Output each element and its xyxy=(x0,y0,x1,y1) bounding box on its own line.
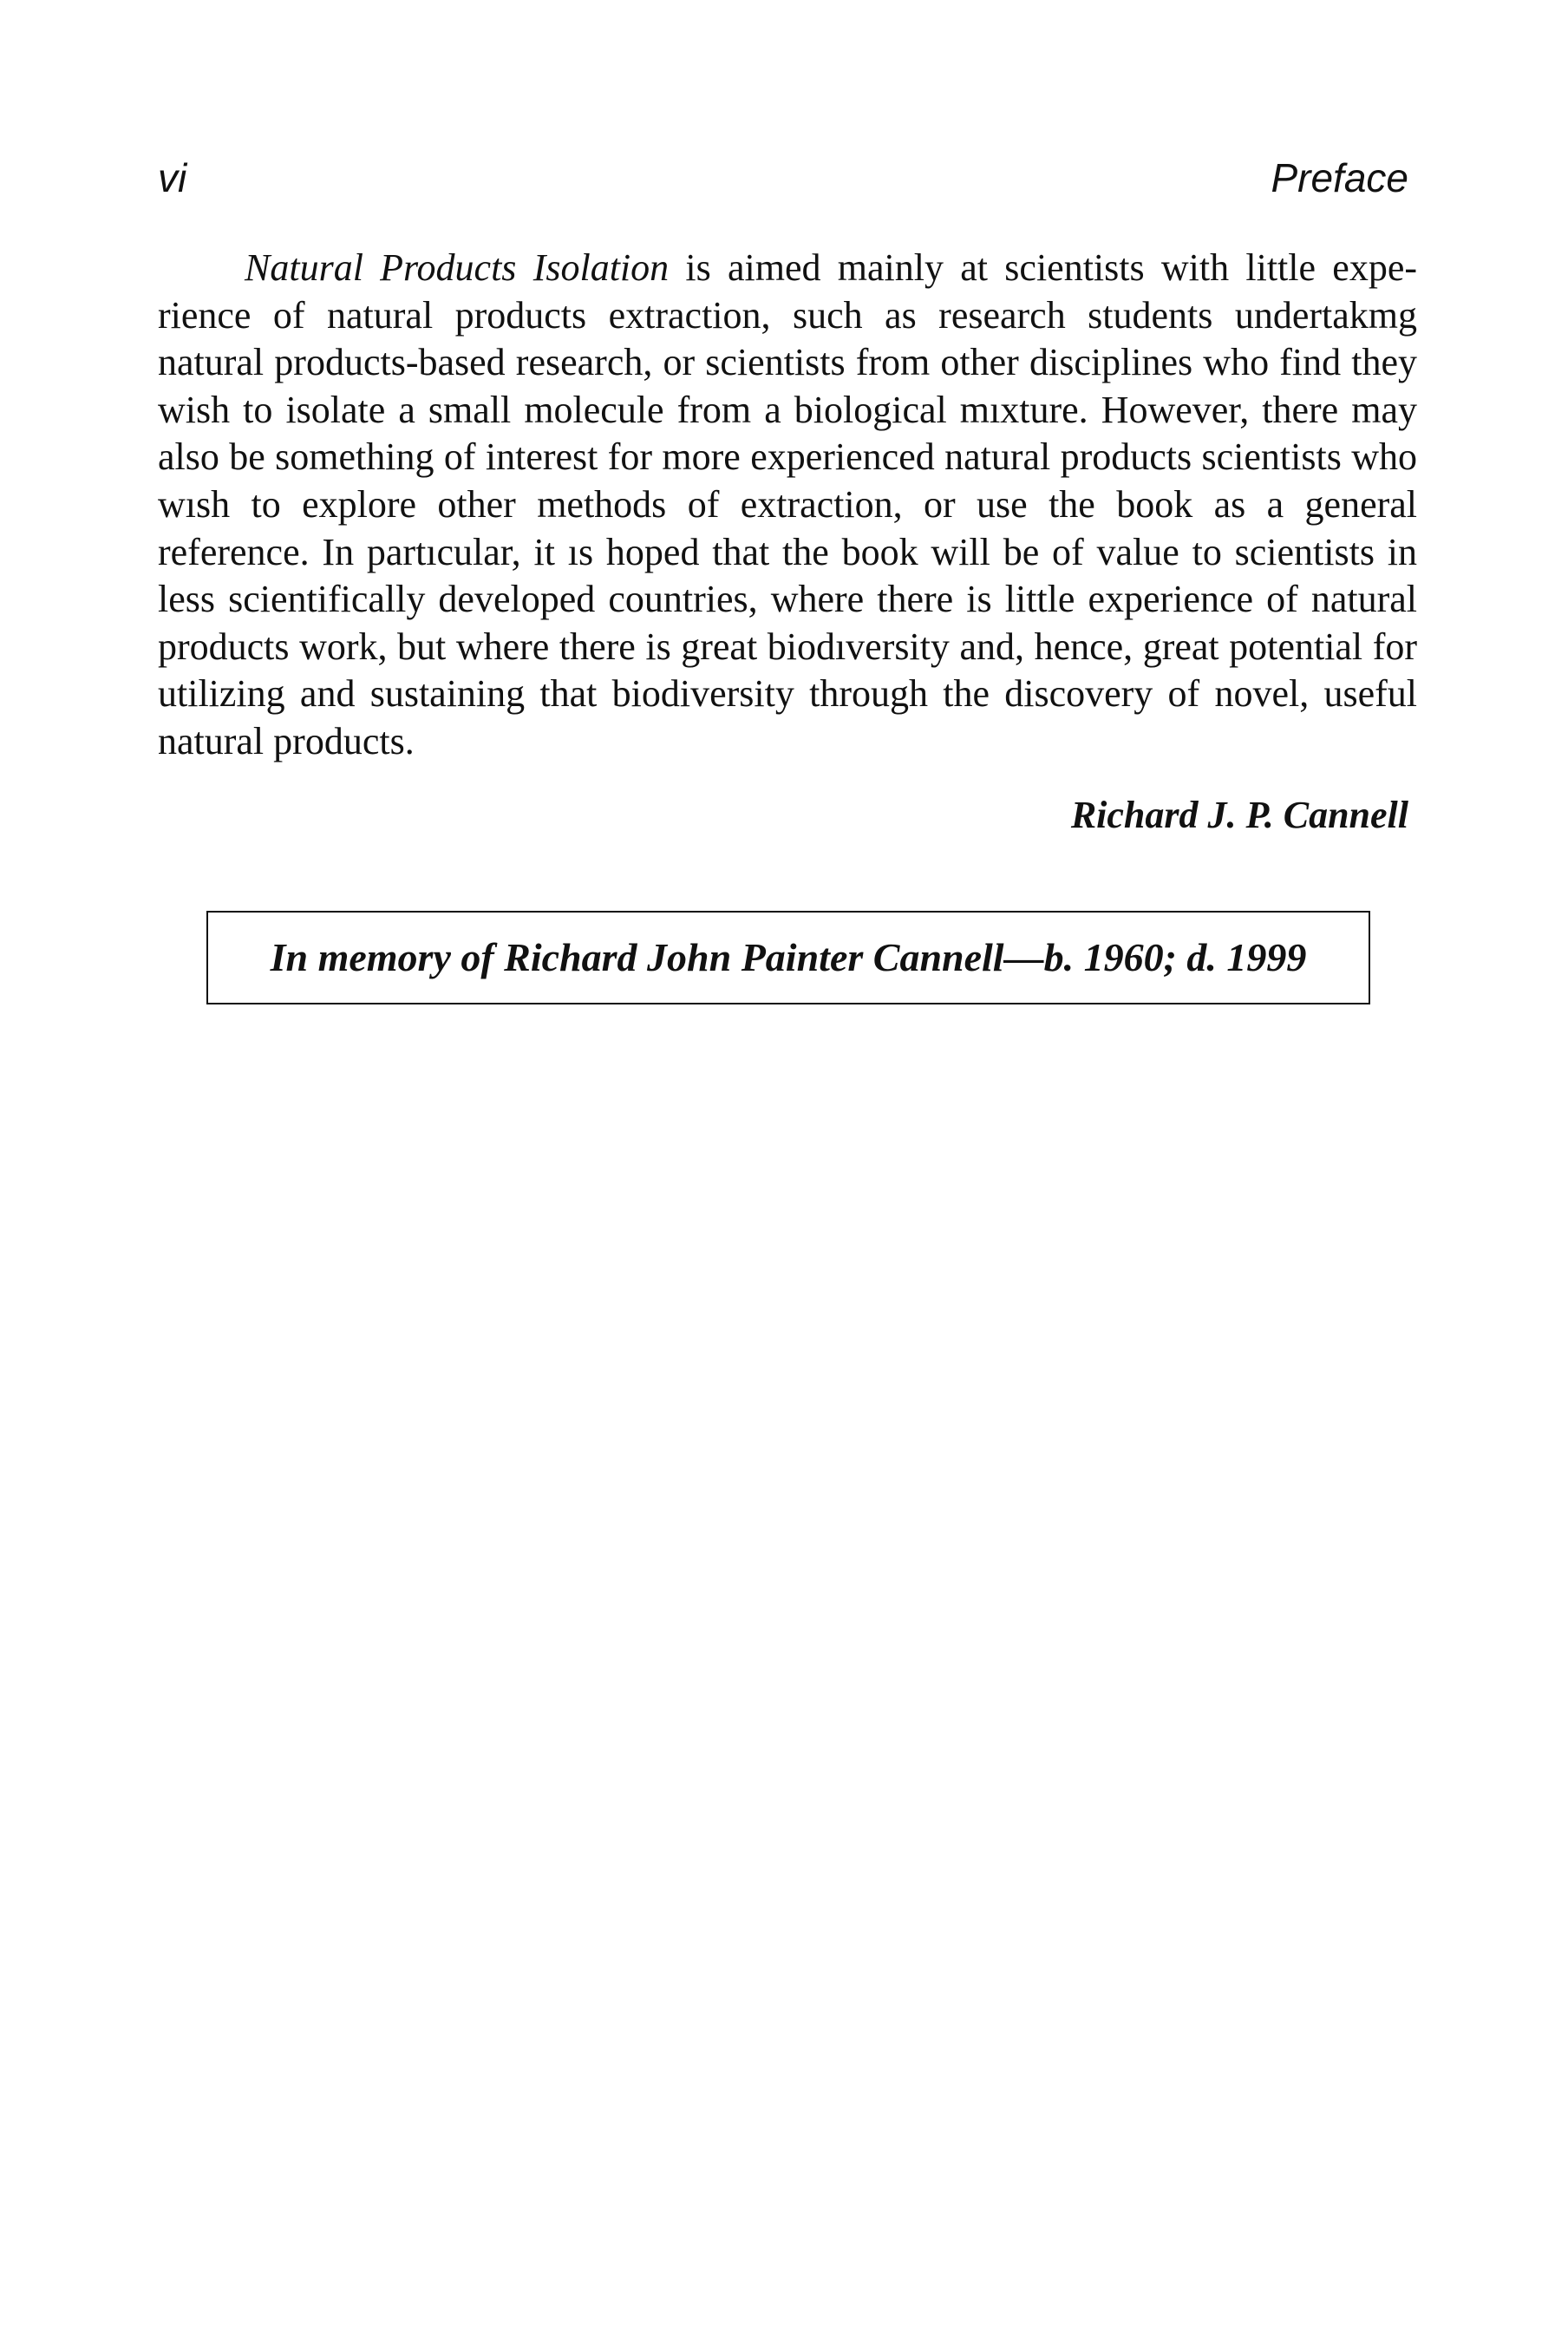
running-head xyxy=(158,147,1408,208)
page-number: vi xyxy=(158,155,187,200)
book-title: Natural Products Isolation xyxy=(245,246,670,289)
paragraph-text: is aimed mainly at scientists with little experience of natural products extraction, such as research students undertakmg natural products-based research, or scientists from other disciplines who find they wish to isolate a small molecule from a biological mıxture. However, there may also be something of interest for more experienced natural products scientists who wısh to explore other methods of extraction, or use the book as a general reference. In partıcular, it ıs hoped that the book will be of value to scientists in less scientifically developed countries, where there is little experience of natural products work, but where there is great biodıversity and, hence, great potential for utilizing and sustaining that biodiversity through the discovery of novel, useful natural products. xyxy=(158,246,1417,762)
section-title: Preface xyxy=(1271,155,1408,200)
author-signature: Richard J. P. Cannell xyxy=(1070,794,1408,836)
preface-paragraph xyxy=(158,245,1417,766)
memorial-text: In memory of Richard John Painter Cannell—b. 1960; d. 1999 xyxy=(270,935,1307,979)
memorial-box xyxy=(206,911,1370,1004)
